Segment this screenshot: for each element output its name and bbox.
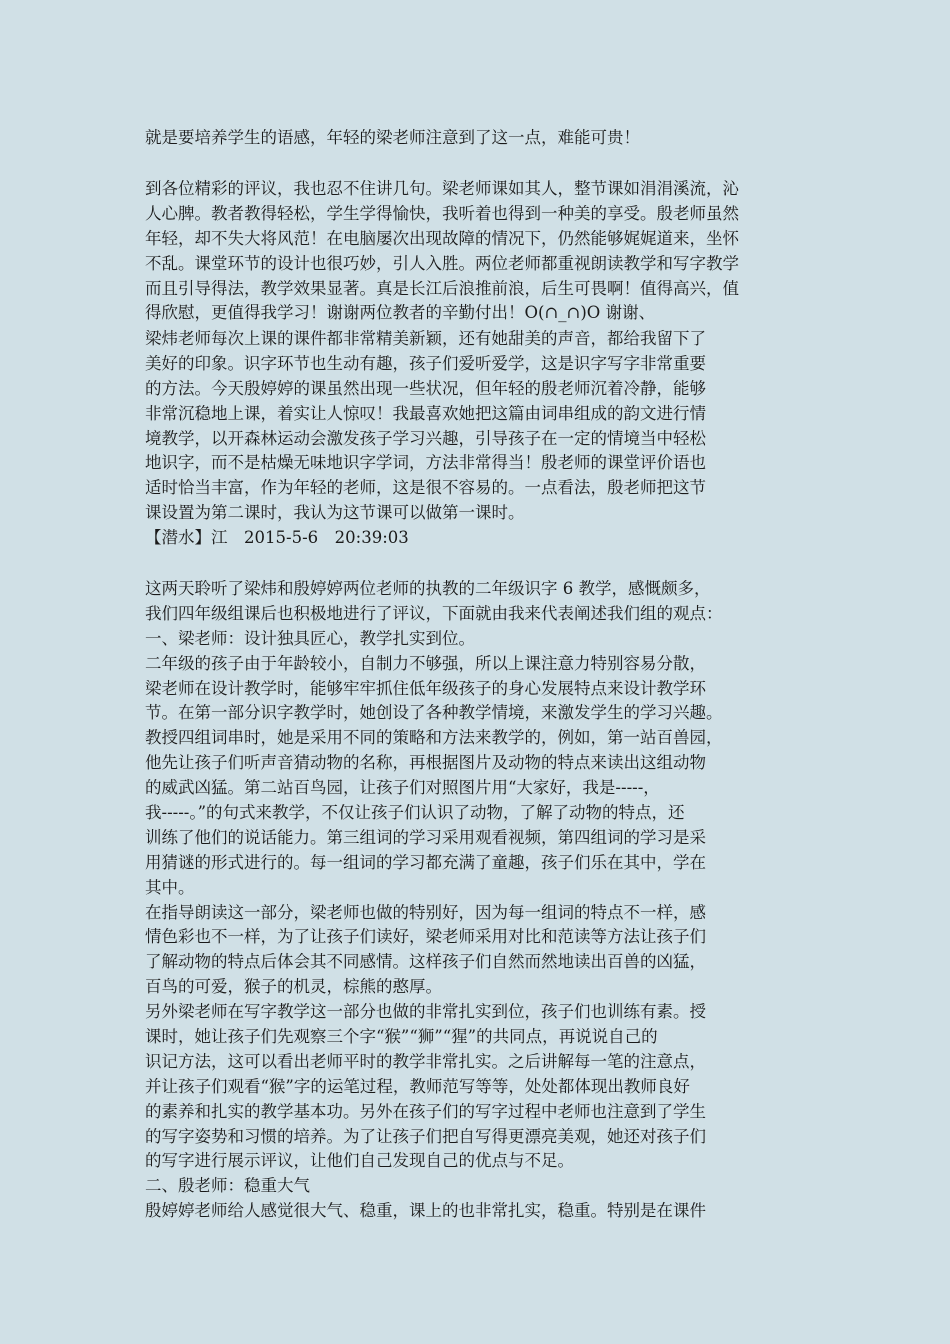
text-line: 他先让孩子们听声音猜动物的名称，再根据图片及动物的特点来读出这组动物 [145, 753, 706, 773]
text-line: 的写字进行展示评议，让他们自己发现自己的优点与不足。 [145, 1151, 574, 1171]
text-line: 训练了他们的说话能力。第三组词的学习采用观看视频，第四组词的学习是采 [145, 827, 706, 847]
comment-paragraph-3 [145, 577, 723, 1224]
text-line: 用猜谜的形式进行的。每一组词的学习都充满了童趣，孩子们乐在其中，学在 [145, 852, 706, 872]
text-line: 人心脾。教者教得轻松，学生学得愉快，我听着也得到一种美的享受。殷老师虽然 [145, 203, 739, 223]
text-line: 百鸟的可爱，猴子的机灵，棕熊的憨厚。 [145, 977, 442, 997]
text-line: 节。在第一部分识字教学时，她创设了各种教学情境，来激发学生的学习兴趣。 [145, 703, 723, 723]
post-meta: 【潜水】江 2015-5-6 20:39:03 [145, 528, 409, 547]
text-line: 课设置为第二课时，我认为这节课可以做第一课时。 [145, 503, 525, 523]
text-line: 教授四组词串时，她是采用不同的策略和方法来教学的，例如，第一站百兽园， [145, 728, 723, 748]
text-line: 地识字，而不是枯燥无味地识字学词，方法非常得当！殷老师的课堂评价语也 [145, 453, 706, 473]
comment-paragraph-1 [145, 177, 739, 326]
text-line: 不乱。课堂环节的设计也很巧妙，引人入胜。两位老师都重视朗读教学和写字教学 [145, 253, 739, 273]
text-line: 其中。 [145, 877, 195, 897]
text-line: 梁老师在设计教学时，能够牢牢抓住低年级孩子的身心发展特点来设计教学环 [145, 678, 706, 698]
text-line: 另外梁老师在写字教学这一部分也做的非常扎实到位，孩子们也训练有素。授 [145, 1002, 706, 1022]
text-line: 境教学，以开森林运动会激发孩子学习兴趣，引导孩子在一定的情境当中轻松 [145, 428, 706, 448]
text-line: 并让孩子们观看“猴”字的运笔过程，教师范写等等，处处都体现出教师良好 [145, 1076, 690, 1096]
text-line: 而且引导得法，教学效果显著。真是长江后浪推前浪，后生可畏啊！值得高兴，值 [145, 278, 739, 298]
comment-paragraph-2 [145, 327, 706, 526]
section-heading: 二、殷老师：稳重大气 [145, 1176, 310, 1196]
intro-line: 就是要培养学生的语感，年轻的梁老师注意到了这一点，难能可贵！ [145, 128, 640, 147]
text-line: 我-----。”的句式来教学，不仅让孩子们认识了动物，了解了动物的特点，还 [145, 803, 685, 823]
text-line: 适时恰当丰富，作为年轻的老师，这是很不容易的。一点看法，殷老师把这节 [145, 478, 706, 498]
text-line: 年轻，却不失大将风范！在电脑屡次出现故障的情况下，仍然能够娓娓道来，坐怀 [145, 228, 739, 248]
text-line: 识记方法，这可以看出老师平时的教学非常扎实。之后讲解每一笔的注意点， [145, 1051, 706, 1071]
text-line: 课时，她让孩子们先观察三个字“猴”“狮”“猩”的共同点，再说说自己的 [145, 1027, 658, 1047]
text-line: 梁炜老师每次上课的课件都非常精美新颖，还有她甜美的声音，都给我留下了 [145, 329, 706, 348]
text-line: 得欣慰，更值得我学习！谢谢两位教者的辛勤付出！O(∩_∩)O 谢谢、 [145, 303, 656, 323]
text-line: 的写字姿势和习惯的培养。为了让孩子们把自写得更漂亮美观，她还对孩子们 [145, 1126, 706, 1146]
text-line: 的方法。今天殷婷婷的课虽然出现一些状况，但年轻的殷老师沉着冷静，能够 [145, 378, 706, 398]
text-line: 的威武凶猛。第二站百鸟园，让孩子们对照图片用“大家好，我是-----， [145, 778, 660, 798]
text-line: 的素养和扎实的教学基本功。另外在孩子们的写字过程中老师也注意到了学生 [145, 1101, 706, 1121]
text-line: 在指导朗读这一部分，梁老师也做的特别好，因为每一组词的特点不一样，感 [145, 902, 706, 922]
text-line: 殷婷婷老师给人感觉很大气、稳重，课上的也非常扎实，稳重。特别是在课件 [145, 1201, 706, 1221]
text-line: 我们四年级组课后也积极地进行了评议，下面就由我来代表阐述我们组的观点： [145, 603, 723, 623]
text-line: 情色彩也不一样，为了让孩子们读好，梁老师采用对比和范读等方法让孩子们 [145, 927, 706, 947]
text-line: 这两天聆听了梁炜和殷婷婷两位老师的执教的二年级识字 6 教学，感慨颇多， [145, 579, 711, 598]
text-line: 美好的印象。识字环节也生动有趣，孩子们爱听爱学，这是识字写字非常重要 [145, 353, 706, 373]
text-line: 到各位精彩的评议，我也忍不住讲几句。梁老师课如其人，整节课如涓涓溪流，沁 [145, 179, 739, 198]
text-line: 二年级的孩子由于年龄较小，自制力不够强，所以上课注意力特别容易分散， [145, 653, 706, 673]
text-line: 了解动物的特点后体会其不同感情。这样孩子们自然而然地读出百兽的凶猛， [145, 952, 706, 972]
section-heading: 一、梁老师：设计独具匠心，教学扎实到位。 [145, 628, 475, 648]
text-line: 非常沉稳地上课，着实让人惊叹！我最喜欢她把这篇由词串组成的韵文进行情 [145, 403, 706, 423]
